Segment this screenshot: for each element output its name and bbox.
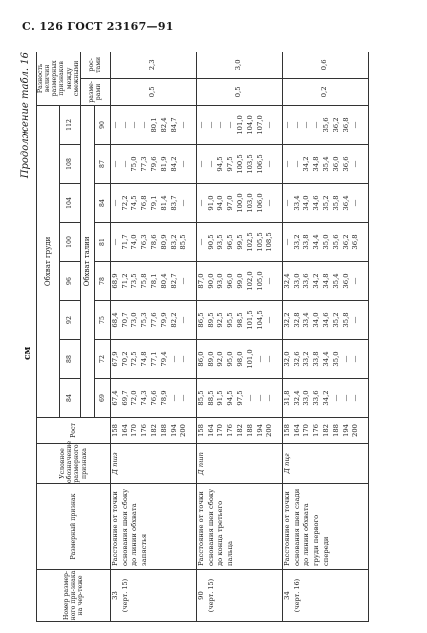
girth-cell: 34,2 — [302, 156, 311, 172]
girth-column — [282, 184, 368, 223]
girth-cell: 36,2 — [331, 117, 340, 133]
girth-cell: 93,5 — [216, 234, 225, 250]
girth-cell: 34,6 — [312, 195, 321, 211]
girth-column — [110, 379, 196, 418]
height-value: 200 — [179, 424, 188, 437]
girth-cell: — — [265, 199, 274, 207]
girth-cell: 72,0 — [130, 390, 139, 406]
girth-cell: 76,6 — [149, 390, 158, 406]
girth-cell: 34,4 — [321, 351, 330, 367]
girth-cell: — — [196, 160, 205, 168]
header-condition: Условное обозначение размерного признака — [37, 444, 111, 484]
chest-value: 104 — [60, 184, 81, 223]
girth-cell: 82,4 — [159, 117, 168, 133]
girth-cell: 89,5 — [206, 312, 215, 328]
girth-column — [196, 340, 282, 379]
girth-cell: 79,4 — [159, 351, 168, 367]
height-value: 188 — [159, 424, 168, 437]
girth-cell: 33,0 — [292, 273, 301, 289]
girth-cell: 98,5 — [235, 312, 244, 328]
height-value: 182 — [235, 424, 244, 437]
girth-cell: 81,9 — [159, 156, 168, 172]
girth-cell: — — [282, 238, 291, 246]
girth-column — [110, 184, 196, 223]
girth-cell: 83,7 — [169, 195, 178, 211]
girth-cell: 87,0 — [196, 273, 205, 289]
girth-cell: — — [351, 394, 360, 402]
girth-cell: 32,4 — [292, 390, 301, 406]
header-feature: Размерный признак — [37, 484, 111, 570]
girth-cell: — — [282, 160, 291, 168]
girth-cell: 71,2 — [120, 273, 129, 289]
row-number — [110, 570, 196, 622]
waist-value: 87 — [94, 145, 110, 184]
row-condition: Д пцг — [282, 444, 368, 484]
girth-cell: 68,4 — [110, 312, 119, 328]
row-heights — [110, 418, 196, 444]
girth-cell: 74,3 — [140, 390, 149, 406]
diff-size: 0,2 — [282, 78, 368, 105]
row-drawing-ref: (черт. 15) — [120, 578, 129, 613]
row-number — [282, 570, 368, 622]
girth-cell: 89,0 — [206, 351, 215, 367]
girth-cell: 95,5 — [226, 312, 235, 328]
header-height: Рост — [37, 418, 111, 444]
girth-cell: 98,0 — [235, 351, 244, 367]
waist-value: 69 — [94, 379, 110, 418]
girth-cell: — — [110, 238, 119, 246]
row-drawing-ref: (черт. 15) — [206, 578, 215, 613]
girth-column — [282, 262, 368, 301]
rotated-table-area — [20, 52, 420, 622]
height-value: 176 — [312, 424, 321, 437]
girth-cell: — — [302, 121, 311, 129]
girth-cell: — — [206, 121, 215, 129]
girth-cell: 72,5 — [130, 351, 139, 367]
girth-cell: — — [331, 394, 340, 402]
girth-cell: 74,0 — [130, 234, 139, 250]
girth-cell: 34,8 — [312, 156, 321, 172]
girth-cell: 94,5 — [226, 390, 235, 406]
rotated-page-content — [20, 52, 420, 622]
girth-column — [282, 379, 368, 418]
girth-column — [196, 223, 282, 262]
row-condition: Д пшз — [110, 444, 196, 484]
waist-value: 75 — [94, 301, 110, 340]
girth-cell: 90,0 — [206, 273, 215, 289]
girth-cell: 75,8 — [140, 273, 149, 289]
row-feature: Расстояние от точки основания шеи сбоку до конца третьего пальца — [196, 484, 282, 570]
height-value: 164 — [120, 424, 129, 437]
girth-cell: — — [179, 277, 188, 285]
height-value: 164 — [292, 424, 301, 437]
girth-cell: 74,5 — [130, 195, 139, 211]
header-difference: Разность величин размерных признаков между смежными — [37, 52, 81, 105]
girth-cell: 33,2 — [292, 234, 301, 250]
girth-cell: 97,5 — [226, 156, 235, 172]
girth-cell: 34,8 — [321, 273, 330, 289]
waist-value: 84 — [94, 184, 110, 223]
girth-cell: 104,5 — [255, 310, 264, 330]
row-feature: Расстояние от точки основания шеи сбоку до линии обхвата запястья — [110, 484, 196, 570]
height-value: 158 — [110, 424, 119, 437]
girth-cell: 36,4 — [341, 195, 350, 211]
height-value: 170 — [130, 424, 139, 437]
row-feature: Расстояние от точки основания шеи сзади до линии обхвата груди первого спереди — [282, 484, 368, 570]
girth-cell: 67,9 — [110, 351, 119, 367]
height-value: 194 — [169, 424, 178, 437]
girth-cell: 78,1 — [149, 273, 158, 289]
girth-cell: 84,7 — [169, 117, 178, 133]
girth-cell: 105,0 — [255, 271, 264, 291]
row-number — [196, 570, 282, 622]
girth-cell: 74,8 — [140, 351, 149, 367]
girth-cell: 33,8 — [312, 351, 321, 367]
girth-cell: — — [341, 394, 350, 402]
girth-cell: 96,0 — [226, 273, 235, 289]
girth-cell: — — [351, 199, 360, 207]
girth-cell: 92,5 — [216, 312, 225, 328]
girth-cell: 69,7 — [120, 390, 129, 406]
row-heights — [282, 418, 368, 444]
girth-cell: — — [179, 199, 188, 207]
girth-cell: 34,0 — [312, 312, 321, 328]
girth-column — [110, 223, 196, 262]
height-value: 158 — [196, 424, 205, 437]
girth-cell: 108,5 — [265, 232, 274, 252]
girth-cell: 100,5 — [235, 154, 244, 174]
girth-cell: 70,2 — [120, 351, 129, 367]
girth-cell: — — [206, 160, 215, 168]
diff-height: 3,0 — [196, 52, 282, 78]
girth-cell: 34,4 — [312, 234, 321, 250]
row-number-value: 34 — [282, 591, 291, 600]
girth-cell: — — [351, 355, 360, 363]
girth-cell: 36,0 — [341, 273, 350, 289]
unit-label: см — [23, 346, 33, 360]
girth-cell: — — [169, 355, 178, 363]
girth-cell: 91,0 — [206, 195, 215, 211]
girth-column — [282, 105, 368, 144]
girth-cell: — — [196, 238, 205, 246]
girth-cell: 105,5 — [255, 232, 264, 252]
girth-cell: — — [265, 121, 274, 129]
girth-cell: 80,4 — [159, 273, 168, 289]
chest-value: 112 — [60, 105, 81, 144]
girth-cell: 75,3 — [140, 312, 149, 328]
girth-column — [110, 145, 196, 184]
girth-cell: 106,0 — [255, 193, 264, 213]
girth-cell: — — [226, 121, 235, 129]
girth-cell: 76,3 — [140, 234, 149, 250]
table-row — [196, 52, 282, 622]
height-value: 194 — [255, 424, 264, 437]
girth-cell: 73,5 — [130, 273, 139, 289]
girth-cell: 107,0 — [255, 115, 264, 135]
girth-cell: 93,0 — [216, 273, 225, 289]
girth-cell: 100,0 — [235, 193, 244, 213]
height-value: 158 — [282, 424, 291, 437]
girth-column — [282, 145, 368, 184]
girth-cell: 103,5 — [245, 154, 254, 174]
girth-cell: 33,6 — [302, 273, 311, 289]
height-value: 188 — [245, 424, 254, 437]
girth-cell: — — [312, 121, 321, 129]
girth-cell: 84,2 — [169, 156, 178, 172]
girth-cell: — — [110, 160, 119, 168]
girth-column — [110, 301, 196, 340]
measurement-table — [36, 52, 369, 622]
girth-cell: — — [120, 121, 129, 129]
height-value: 182 — [149, 424, 158, 437]
waist-value: 90 — [94, 105, 110, 144]
girth-column — [282, 223, 368, 262]
girth-cell: — — [351, 121, 360, 129]
girth-column — [282, 301, 368, 340]
height-value: 194 — [341, 424, 350, 437]
girth-column — [282, 340, 368, 379]
girth-cell: 73,0 — [130, 312, 139, 328]
girth-cell: — — [196, 121, 205, 129]
girth-cell: 82,7 — [169, 273, 178, 289]
girth-cell: 94,5 — [216, 156, 225, 172]
girth-cell: — — [179, 316, 188, 324]
girth-cell: 101,0 — [245, 349, 254, 369]
girth-cell: 31,8 — [282, 390, 291, 406]
girth-cell: — — [265, 394, 274, 402]
girth-cell: 97,0 — [226, 195, 235, 211]
girth-cell: — — [245, 394, 254, 402]
girth-column — [196, 262, 282, 301]
height-value: 170 — [302, 424, 311, 437]
girth-cell: — — [179, 121, 188, 129]
header-waist-girth: Обхват талии — [80, 105, 94, 417]
girth-cell: — — [351, 160, 360, 168]
girth-cell: — — [169, 394, 178, 402]
height-value: 176 — [226, 424, 235, 437]
girth-cell: 77,1 — [149, 351, 158, 367]
girth-cell: 83,2 — [169, 234, 178, 250]
height-value: 164 — [206, 424, 215, 437]
girth-column — [196, 301, 282, 340]
girth-cell: 99,0 — [235, 273, 244, 289]
girth-cell: 32,6 — [292, 351, 301, 367]
girth-cell: 36,0 — [331, 156, 340, 172]
girth-cell: 95,0 — [226, 351, 235, 367]
chest-value: 108 — [60, 145, 81, 184]
height-value: 170 — [216, 424, 225, 437]
girth-column — [196, 145, 282, 184]
height-value: 200 — [351, 424, 360, 437]
girth-column — [196, 379, 282, 418]
girth-cell: 71,7 — [120, 234, 129, 250]
girth-cell: 90,5 — [206, 234, 215, 250]
girth-cell: 77,3 — [140, 156, 149, 172]
girth-cell: 75,0 — [130, 156, 139, 172]
girth-cell: — — [179, 355, 188, 363]
chest-value: 96 — [60, 262, 81, 301]
table-row — [282, 52, 368, 622]
girth-cell: 79,1 — [149, 195, 158, 211]
girth-column — [110, 340, 196, 379]
girth-cell: — — [282, 121, 291, 129]
girth-cell: — — [341, 355, 350, 363]
girth-cell: 34,6 — [321, 312, 330, 328]
girth-cell: 91,5 — [216, 390, 225, 406]
girth-cell: — — [351, 316, 360, 324]
girth-cell: 101,0 — [235, 115, 244, 135]
girth-cell: 35,8 — [331, 195, 340, 211]
girth-cell: 36,8 — [351, 234, 360, 250]
girth-cell: 102,0 — [245, 271, 254, 291]
waist-value: 81 — [94, 223, 110, 262]
girth-cell: 82,2 — [169, 312, 178, 328]
girth-cell: 94,0 — [216, 195, 225, 211]
girth-cell: 68,9 — [110, 273, 119, 289]
height-value: 176 — [140, 424, 149, 437]
header-chest-girth: Обхват груди — [37, 105, 60, 417]
header-number: Номер размер-ного при-знака на чер-теже — [37, 570, 111, 622]
chest-value: 84 — [60, 379, 81, 418]
chest-value: 88 — [60, 340, 81, 379]
girth-cell: — — [130, 121, 139, 129]
girth-cell: 33,0 — [302, 390, 311, 406]
girth-cell: 33,4 — [292, 195, 301, 211]
row-number-value: 90 — [196, 591, 205, 600]
girth-cell: 92,0 — [216, 351, 225, 367]
table-body — [110, 52, 368, 622]
girth-cell: 35,4 — [321, 156, 330, 172]
girth-cell: — — [265, 316, 274, 324]
girth-cell: 34,2 — [312, 273, 321, 289]
girth-cell: 35,8 — [341, 312, 350, 328]
chest-value: 92 — [60, 301, 81, 340]
girth-cell: 99,5 — [235, 234, 244, 250]
girth-cell: — — [110, 121, 119, 129]
height-value: 188 — [331, 424, 340, 437]
girth-cell: 33,2 — [302, 351, 311, 367]
girth-cell: — — [110, 199, 119, 207]
girth-cell: 33,6 — [312, 390, 321, 406]
girth-cell: 35,0 — [331, 351, 340, 367]
continuation-label: Продолжение табл. 16 — [20, 52, 31, 179]
diff-height: 2,3 — [110, 52, 196, 78]
girth-cell: 72,2 — [120, 195, 129, 211]
girth-cell: 67,4 — [110, 390, 119, 406]
girth-cell: — — [282, 199, 291, 207]
girth-cell: — — [351, 277, 360, 285]
girth-cell: 85,5 — [196, 390, 205, 406]
girth-cell: — — [179, 394, 188, 402]
girth-cell: 103,0 — [245, 193, 254, 213]
girth-cell: 76,8 — [140, 195, 149, 211]
girth-cell: 86,5 — [196, 312, 205, 328]
girth-cell: 88,5 — [206, 390, 215, 406]
girth-cell: 79,6 — [149, 156, 158, 172]
girth-cell: 32,8 — [292, 312, 301, 328]
girth-cell: — — [179, 160, 188, 168]
girth-column — [110, 262, 196, 301]
girth-cell: 96,5 — [226, 234, 235, 250]
girth-cell: 70,7 — [120, 312, 129, 328]
girth-cell: 81,4 — [159, 195, 168, 211]
girth-cell: 36,2 — [341, 234, 350, 250]
girth-cell: 35,4 — [331, 273, 340, 289]
girth-cell: — — [265, 355, 274, 363]
girth-cell: — — [292, 160, 301, 168]
header-diff-sizes: разме-рами — [80, 78, 110, 105]
girth-cell: 35,2 — [321, 195, 330, 211]
girth-cell: 86,0 — [196, 351, 205, 367]
header-diff-heights: рос-тами — [80, 52, 110, 78]
girth-cell: 106,5 — [255, 154, 264, 174]
row-number-value: 33 — [110, 591, 119, 600]
girth-cell: 35,0 — [321, 234, 330, 250]
girth-cell: — — [216, 121, 225, 129]
row-drawing-ref: (черт. 16) — [292, 578, 301, 613]
girth-cell: 32,2 — [282, 312, 291, 328]
chest-value: 100 — [60, 223, 81, 262]
waist-value: 78 — [94, 262, 110, 301]
girth-cell: 79,9 — [159, 312, 168, 328]
girth-cell: 97,5 — [235, 390, 244, 406]
girth-cell: 32,0 — [282, 351, 291, 367]
page-header: С. 126 ГОСТ 23167—91 — [22, 20, 174, 33]
girth-cell: 77,6 — [149, 312, 158, 328]
girth-cell: 78,9 — [159, 390, 168, 406]
girth-cell: 78,6 — [149, 234, 158, 250]
girth-cell: 80,1 — [149, 117, 158, 133]
girth-cell: 35,6 — [331, 234, 340, 250]
girth-cell: — — [292, 121, 301, 129]
girth-cell: 35,2 — [331, 312, 340, 328]
girth-cell: — — [120, 160, 129, 168]
waist-value: 72 — [94, 340, 110, 379]
row-condition: Д пшп — [196, 444, 282, 484]
girth-cell: — — [196, 199, 205, 207]
diff-height: 0,6 — [282, 52, 368, 78]
girth-cell: — — [255, 355, 264, 363]
girth-cell: 85,5 — [179, 234, 188, 250]
girth-cell: 80,9 — [159, 234, 168, 250]
diff-size: 0,5 — [196, 78, 282, 105]
girth-cell: 102,5 — [245, 232, 254, 252]
girth-cell: 33,8 — [302, 234, 311, 250]
girth-cell: — — [265, 277, 274, 285]
diff-size: 0,5 — [110, 78, 196, 105]
girth-cell: 101,5 — [245, 310, 254, 330]
girth-cell: 104,0 — [245, 115, 254, 135]
girth-cell: — — [140, 121, 149, 129]
girth-cell: 36,6 — [341, 156, 350, 172]
girth-cell: 35,6 — [321, 117, 330, 133]
height-value: 200 — [265, 424, 274, 437]
girth-column — [196, 184, 282, 223]
girth-cell: 36,8 — [341, 117, 350, 133]
row-heights — [196, 418, 282, 444]
girth-cell: — — [265, 160, 274, 168]
girth-cell: — — [255, 394, 264, 402]
girth-cell: 34,0 — [302, 195, 311, 211]
girth-cell: 34,2 — [321, 390, 330, 406]
girth-column — [196, 105, 282, 144]
girth-cell: 32,4 — [282, 273, 291, 289]
height-value: 182 — [321, 424, 330, 437]
girth-cell: 33,4 — [302, 312, 311, 328]
girth-column — [110, 105, 196, 144]
table-row — [110, 52, 196, 622]
